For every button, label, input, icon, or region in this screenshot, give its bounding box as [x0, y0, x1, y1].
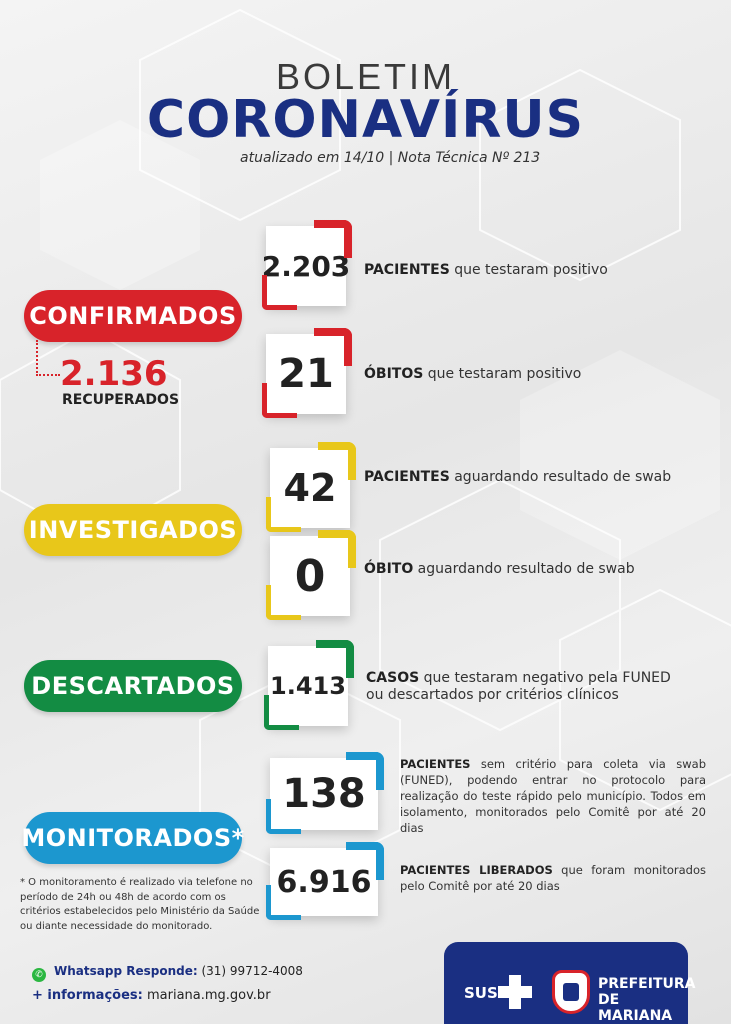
positivos-bold: PACIENTES — [364, 262, 450, 278]
prefeitura-logo-text: PREFEITURA DE MARIANA — [598, 976, 696, 1024]
mariana-seal-icon — [552, 970, 590, 1014]
liberados-bold: PACIENTES LIBERADOS — [400, 863, 553, 877]
monitorados-badge: MONITORADOS* — [24, 812, 242, 864]
liberados-card: 6.916 — [270, 848, 378, 916]
whatsapp-contact[interactable] — [32, 964, 303, 982]
obitos-description — [364, 366, 581, 382]
investigados-obito-text: aguardando resultado de swab — [413, 561, 635, 577]
monitorados-card: 138 — [270, 758, 378, 830]
descartados-badge: DESCARTADOS — [24, 660, 242, 712]
sus-cross-icon — [498, 975, 532, 1009]
info-contact[interactable] — [32, 988, 271, 1003]
confirmados-badge: CONFIRMADOS — [24, 290, 242, 342]
boletim-heading: BOLETIM — [275, 56, 456, 97]
info-label: + informações: — [32, 988, 143, 1003]
investigados-obito-card: 0 — [270, 536, 350, 616]
obitos-bold: ÓBITOS — [364, 366, 424, 382]
descartados-card: 1.413 — [268, 646, 348, 726]
recuperados-block — [32, 340, 212, 410]
descartados-text-2: ou descartados por critérios clínicos — [366, 687, 619, 703]
investigados-pacientes-bold: PACIENTES — [364, 469, 450, 485]
page-title: CORONAVÍRUS — [146, 90, 585, 150]
logos-box — [444, 942, 696, 1024]
monitorados-description — [400, 756, 706, 836]
positivos-text: que testaram positivo — [449, 262, 608, 278]
info-url: mariana.mg.gov.br — [142, 988, 271, 1003]
liberados-description — [400, 862, 706, 894]
investigados-pacientes-card: 42 — [270, 448, 350, 528]
investigados-pacientes-text: aguardando resultado de swab — [449, 469, 672, 485]
descartados-bold: CASOS — [366, 670, 420, 686]
liberados-text: que foram monitorados pelo Comitê por até 20 dias — [400, 863, 707, 893]
descartados-text-1: que testaram negativo pela FUNED — [419, 670, 671, 686]
monitorados-text: sem critério para coleta via swab (FUNED), podendo entrar no protocolo para realização do teste rápido pelo município. Todos em isolamento, monitorados pelo Comitê por até 20 dias — [400, 757, 706, 835]
monitoramento-footnote: * O monitoramento é realizado via telefone no período de 24h ou 48h de acordo com os critérios estabelecidos pelo Ministério da Saúde ou diante necessidade do monitorado. — [20, 877, 260, 932]
investigados-obito-description — [364, 561, 635, 577]
investigados-obito-bold: ÓBITO — [364, 561, 414, 577]
positivos-description — [364, 262, 608, 278]
update-subtitle: atualizado em 14/10 | Nota Técnica Nº 213 — [240, 150, 541, 166]
descartados-description — [366, 670, 671, 704]
whatsapp-icon: ✆ — [32, 968, 46, 982]
whatsapp-label: Whatsapp Responde: — [54, 964, 198, 978]
investigados-badge: INVESTIGADOS — [24, 504, 242, 556]
whatsapp-number: (31) 99712-4008 — [197, 964, 303, 978]
investigados-pacientes-description — [364, 469, 671, 485]
connector-line — [36, 340, 60, 376]
monitorados-bold: PACIENTES — [400, 757, 471, 771]
positivos-card: 2.203 — [266, 226, 346, 306]
obitos-text: que testaram positivo — [423, 366, 582, 382]
recuperados-label: RECUPERADOS — [62, 392, 180, 408]
sus-logo-text: SUS — [464, 984, 498, 1002]
recuperados-value: 2.136 — [60, 354, 168, 394]
obitos-card: 21 — [266, 334, 346, 414]
